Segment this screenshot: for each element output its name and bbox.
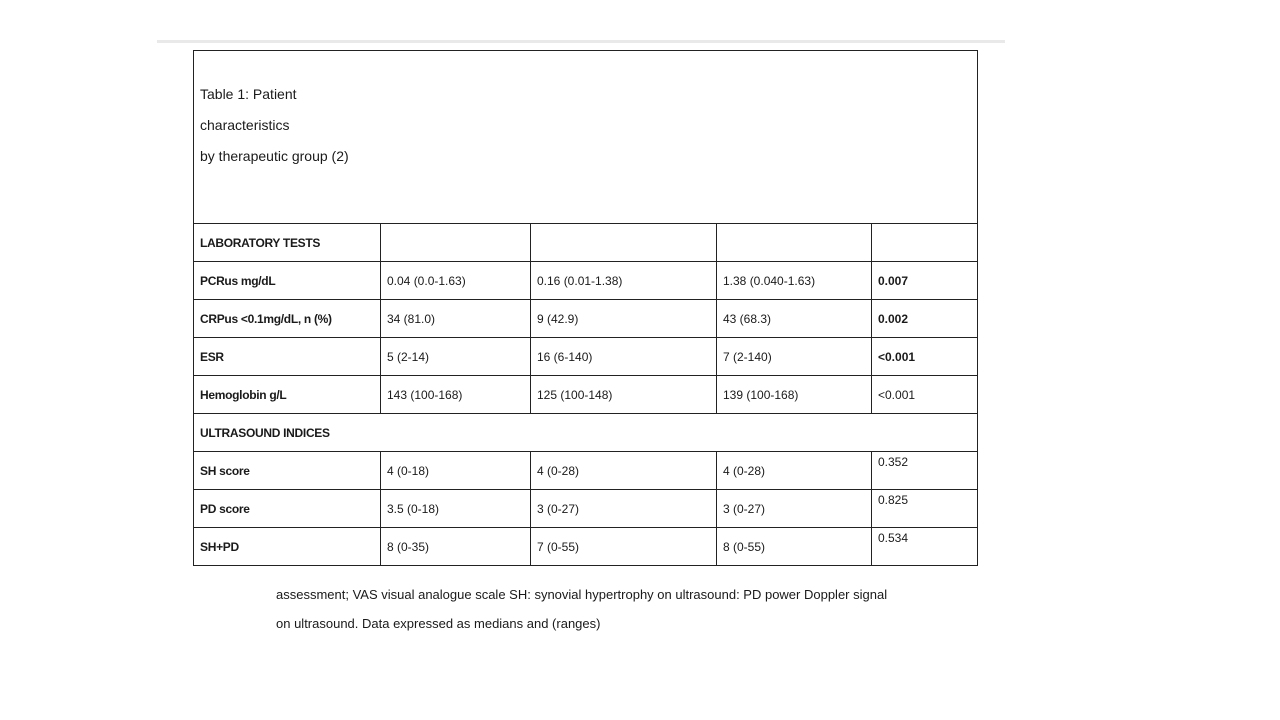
- group-1-value: 34 (81.0): [381, 300, 531, 338]
- group-2-value: 125 (100-148): [531, 376, 717, 414]
- group-1-value: 4 (0-18): [381, 452, 531, 490]
- table-row: [194, 262, 978, 300]
- p-value: <0.001: [872, 338, 978, 376]
- p-value: 0.352: [872, 452, 978, 490]
- group-3-value: 3 (0-27): [717, 490, 872, 528]
- empty-cell: [381, 224, 531, 262]
- group-1-value: 5 (2-14): [381, 338, 531, 376]
- empty-cell: [872, 224, 978, 262]
- group-3-value: 7 (2-140): [717, 338, 872, 376]
- row-label: PCRus mg/dL: [194, 262, 381, 300]
- table-title-line: Table 1: Patient: [200, 86, 297, 102]
- group-2-value: 16 (6-140): [531, 338, 717, 376]
- table-row: [194, 490, 978, 528]
- p-value: 0.534: [872, 528, 978, 566]
- row-label: Hemoglobin g/L: [194, 376, 381, 414]
- group-1-value: 3.5 (0-18): [381, 490, 531, 528]
- table-title-row: [194, 51, 978, 224]
- section-row-ultrasound-indices: [194, 414, 978, 452]
- table-row: [194, 338, 978, 376]
- row-label: PD score: [194, 490, 381, 528]
- row-label: CRPus <0.1mg/dL, n (%): [194, 300, 381, 338]
- empty-cell: [717, 224, 872, 262]
- p-value: <0.001: [872, 376, 978, 414]
- group-2-value: 7 (0-55): [531, 528, 717, 566]
- footnote-line: on ultrasound. Data expressed as medians and (ranges): [276, 616, 601, 631]
- empty-cell: [531, 224, 717, 262]
- p-value: 0.002: [872, 300, 978, 338]
- table-row: [194, 376, 978, 414]
- group-2-value: 9 (42.9): [531, 300, 717, 338]
- p-value: 0.007: [872, 262, 978, 300]
- group-1-value: 8 (0-35): [381, 528, 531, 566]
- group-3-value: 1.38 (0.040-1.63): [717, 262, 872, 300]
- group-2-value: 4 (0-28): [531, 452, 717, 490]
- group-3-value: 139 (100-168): [717, 376, 872, 414]
- group-3-value: 43 (68.3): [717, 300, 872, 338]
- table-row: [194, 300, 978, 338]
- patient-characteristics-table: [193, 50, 978, 566]
- top-divider: [157, 40, 1005, 43]
- row-label: SH+PD: [194, 528, 381, 566]
- section-heading: LABORATORY TESTS: [194, 224, 381, 262]
- group-1-value: 143 (100-168): [381, 376, 531, 414]
- section-row-laboratory-tests: [194, 224, 978, 262]
- group-2-value: 0.16 (0.01-1.38): [531, 262, 717, 300]
- table-row: [194, 452, 978, 490]
- group-3-value: 4 (0-28): [717, 452, 872, 490]
- footnote-line: assessment; VAS visual analogue scale SH: synovial hypertrophy on ultrasound: PD power Doppler signal: [276, 587, 888, 602]
- p-value: 0.825: [872, 490, 978, 528]
- section-heading: ULTRASOUND INDICES: [194, 414, 978, 452]
- table-title-line: characteristics: [200, 117, 290, 133]
- table-title-line: by therapeutic group (2): [200, 148, 349, 164]
- table-footnote: [276, 580, 887, 638]
- table-title: [194, 51, 978, 224]
- row-label: SH score: [194, 452, 381, 490]
- group-1-value: 0.04 (0.0-1.63): [381, 262, 531, 300]
- row-label: ESR: [194, 338, 381, 376]
- table-row: [194, 528, 978, 566]
- group-3-value: 8 (0-55): [717, 528, 872, 566]
- group-2-value: 3 (0-27): [531, 490, 717, 528]
